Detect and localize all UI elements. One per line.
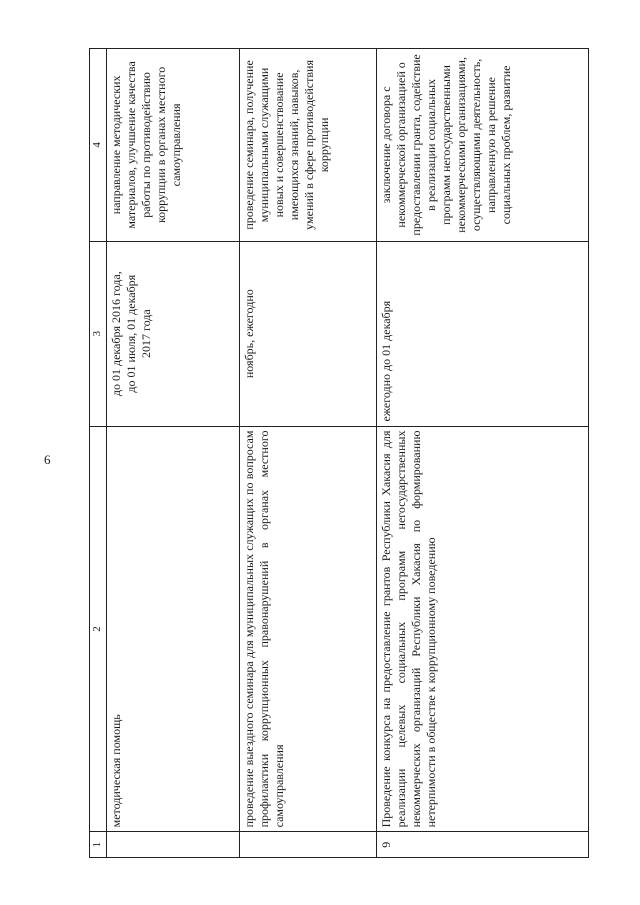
event-cell: проведение выездного семинара для муниципальных служащих по вопросам профилактики коррупционных правонарушений в органах местного самоуправления	[240, 426, 377, 832]
deadline-cell: до 01 декабря 2016 года, до 01 июля, 01 декабря 2017 года	[107, 241, 240, 426]
header-cell-2: 2	[90, 426, 107, 832]
event-cell: Проведение конкурса на предоставление грантов Республики Хакасия для реализации целевых социальных программ негосударственных некоммерческих организаций Республики Хакасия по формированию нетерпимости в обществе к коррупционному поведению	[377, 426, 589, 832]
row-number	[240, 832, 377, 858]
deadline-cell: ежегодно до 01 декабря	[377, 241, 589, 426]
header-cell-3: 3	[90, 241, 107, 426]
measures-table	[89, 48, 589, 858]
page-number: 6	[44, 452, 51, 467]
table-header-row	[90, 49, 107, 858]
row-number	[107, 832, 240, 858]
header-cell-1: 1	[90, 832, 107, 858]
table-row	[240, 49, 377, 858]
row-number: 9	[377, 832, 589, 858]
event-cell: методическая помощь	[107, 426, 240, 832]
table-row	[107, 49, 240, 858]
result-cell: проведение семинара, получение муниципальными служащими новых и совершенствование имеющихся знаний, навыков, умений в сфере противодействия коррупции	[240, 49, 377, 242]
deadline-cell: ноябрь, ежегодно	[240, 241, 377, 426]
result-cell: направление методических материалов, улучшение качества работы по противодействию коррупции в органах местного самоуправления	[107, 49, 240, 242]
result-cell: заключение договора с некоммерческой организацией о предоставлении гранта, содействие в реализации социальных программ негосударственными некоммерческими организациями, осуществляющими деятельность, направленную на решение социальных проблем, развитие	[377, 49, 589, 242]
table-row	[377, 49, 589, 858]
rotated-table-page	[89, 48, 589, 858]
header-cell-4: 4	[90, 49, 107, 242]
